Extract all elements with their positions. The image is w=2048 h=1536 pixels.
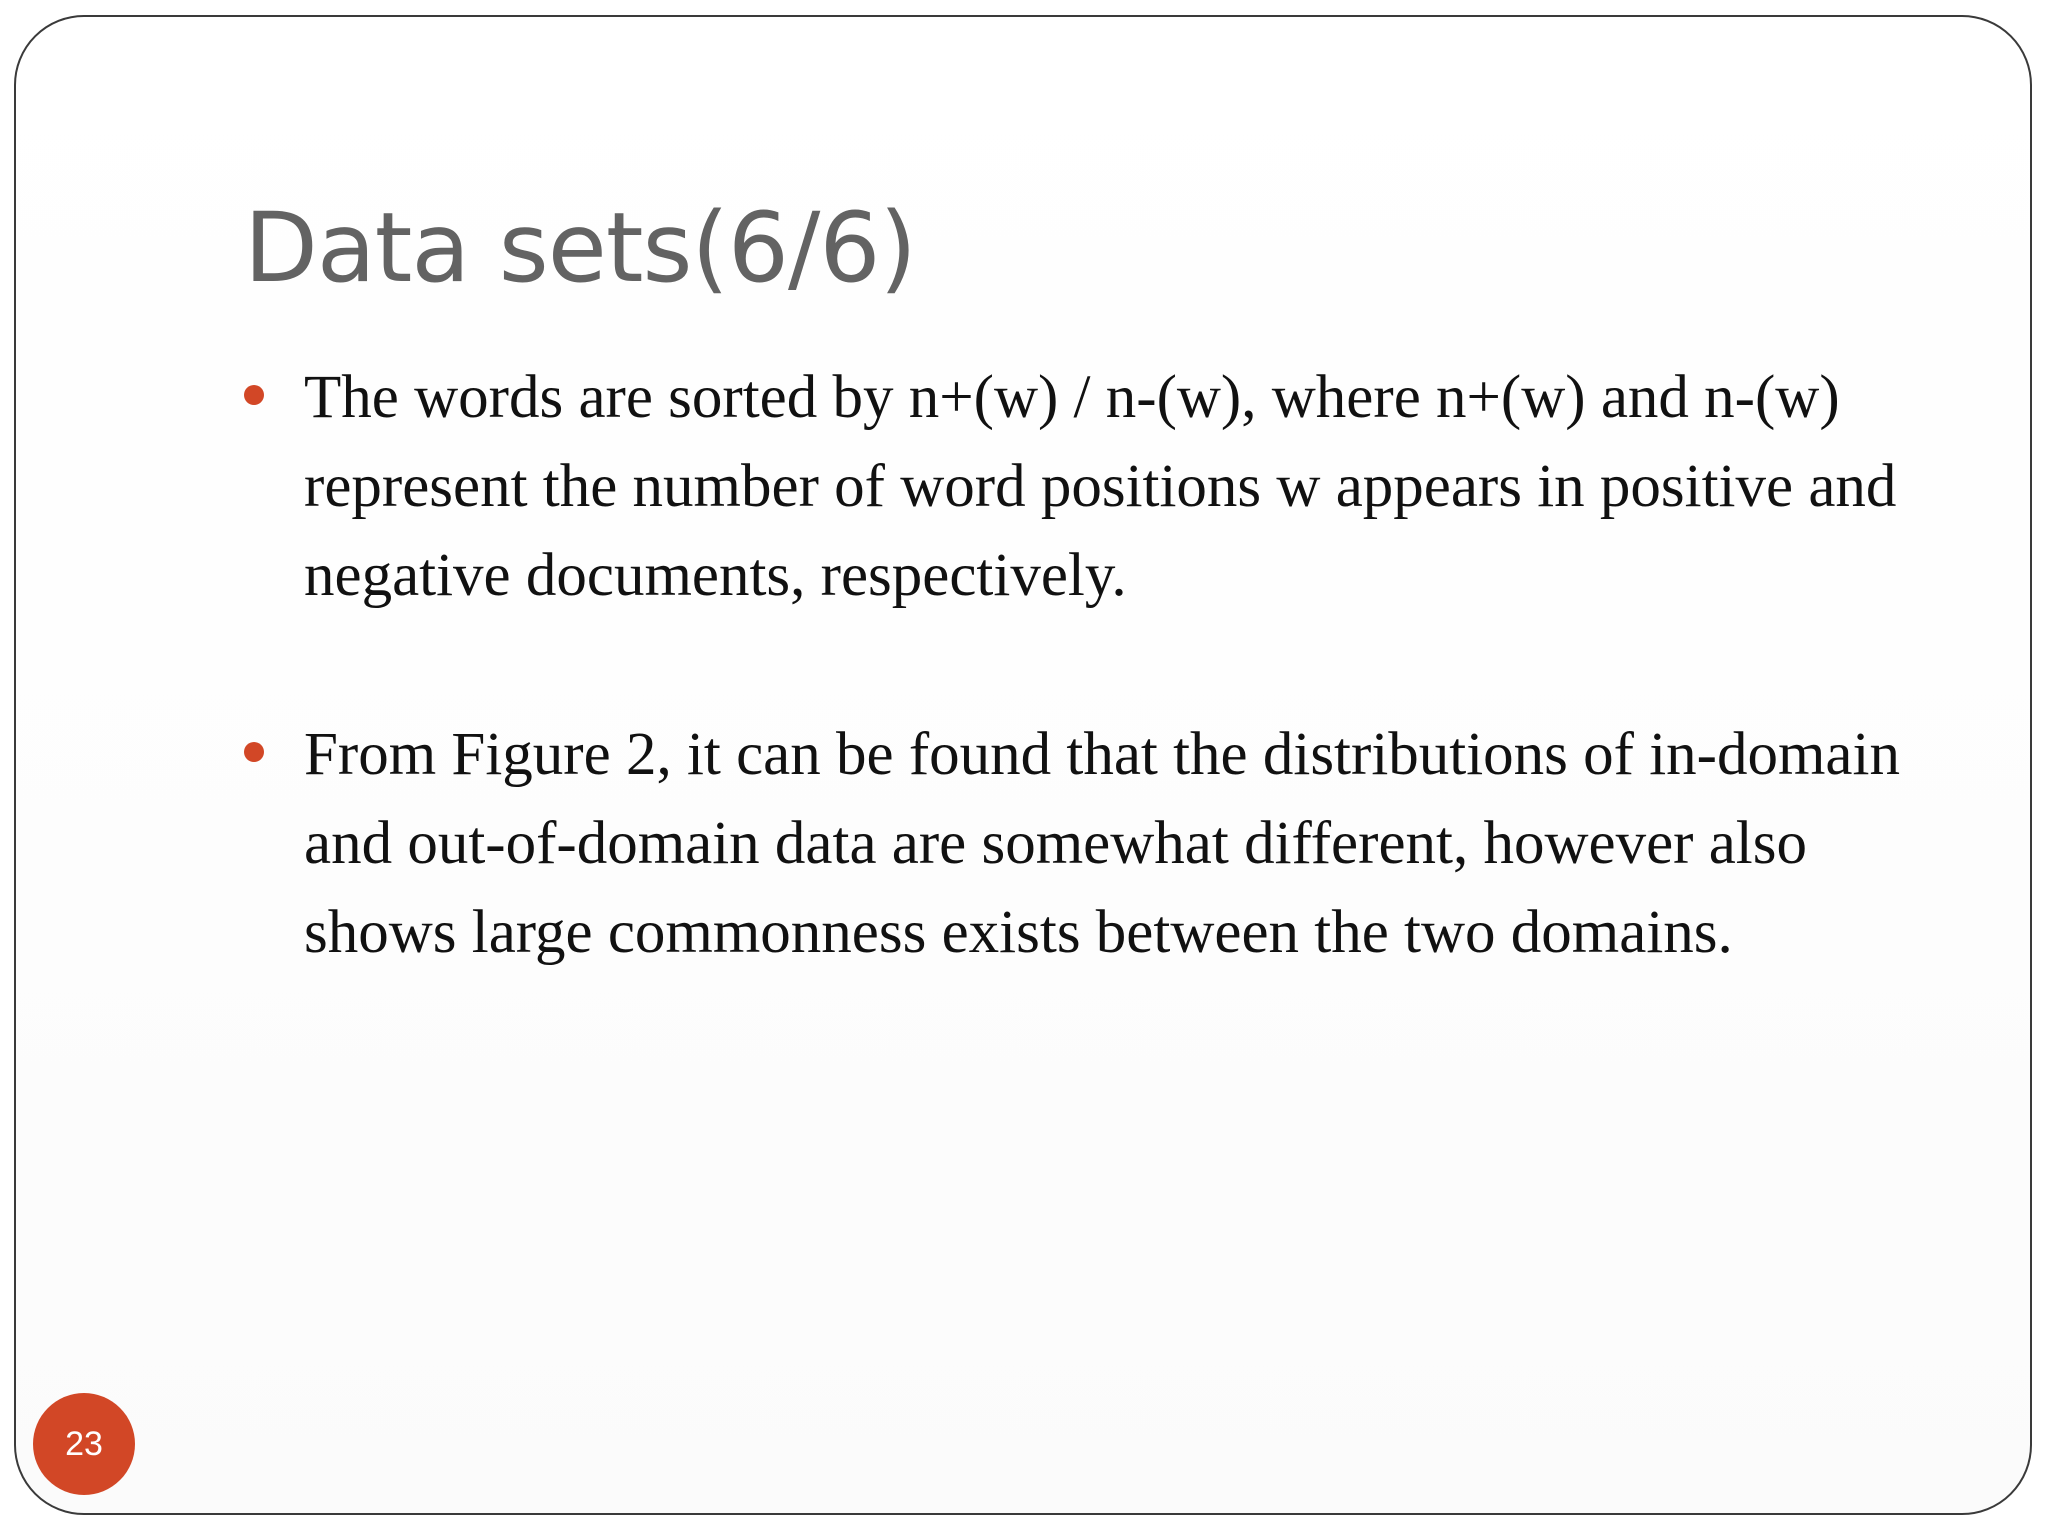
slide-title: Data sets(6/6) [244, 192, 916, 304]
slide [14, 15, 2032, 1515]
bullet-dot-icon [244, 742, 264, 762]
bullet-text: The words are sorted by n+(w) / n-(w), where n+(w) and n-(w) represent the number of word positions w appears in positive and negative documents, respectively. [304, 364, 1897, 609]
bullet-text: From Figure 2, it can be found that the distributions of in-domain and out-of-domain data are somewhat different, however also shows large commonness exists between the two domains. [304, 721, 1900, 966]
bullet-list [244, 353, 1944, 977]
bullet-item [244, 710, 1944, 977]
slide-number: 23 [65, 1424, 103, 1463]
bullet-dot-icon [244, 385, 264, 405]
bullet-item [244, 353, 1944, 620]
slide-number-badge [33, 1393, 135, 1495]
